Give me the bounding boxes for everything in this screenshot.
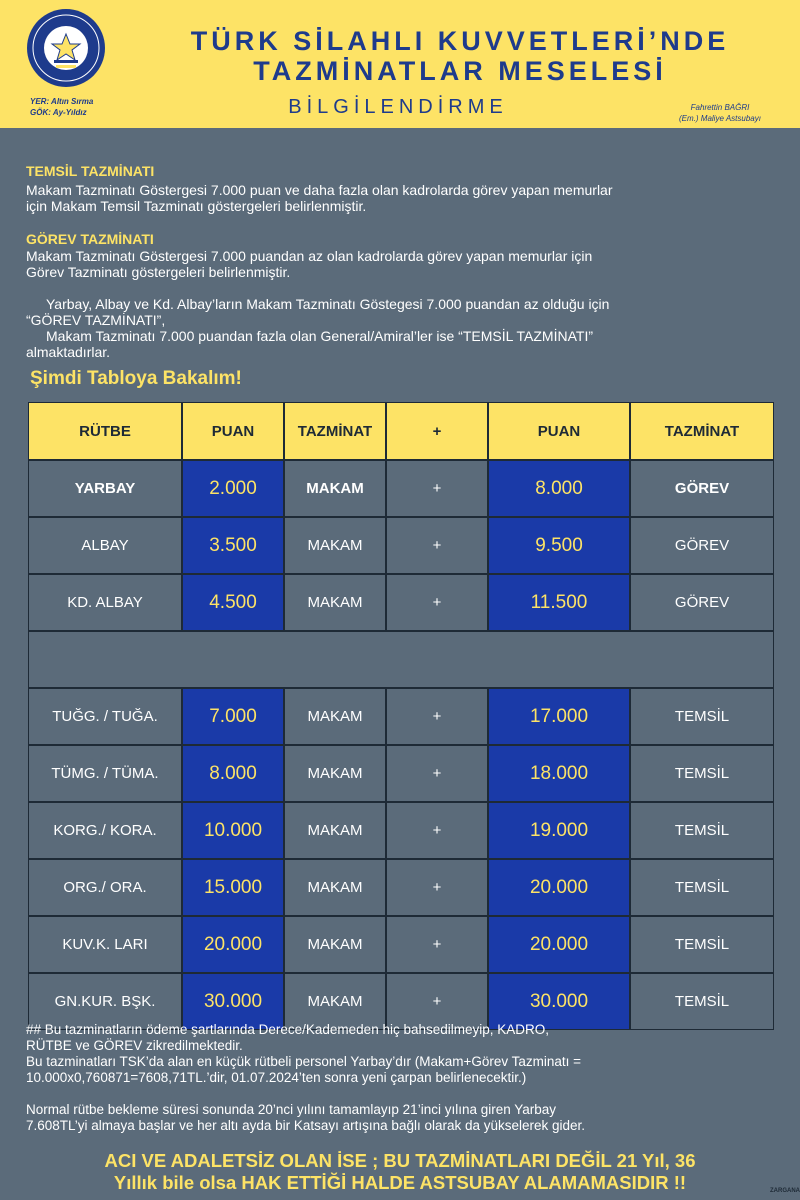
rank-cell: ORG./ ORA. [28,859,182,916]
puan-cell: 2.000 [182,460,284,517]
temsil-text [26,182,786,214]
plus-cell: + [386,802,488,859]
rank-cell: KORG./ KORA. [28,802,182,859]
temsil-text-line: için Makam Temsil Tazminatı göstergeleri belirlenmiştir. [26,198,367,214]
plus-cell: + [386,973,488,1030]
page-title-line2: TAZMİNATLAR MESELESİ [253,56,667,86]
note-line: 10.000x0,760871=7608,71TL.’dir, 01.07.2024’ten sonra yeni çarpan belirlenecektir.) [26,1070,527,1085]
puan2-cell: 17.000 [488,688,630,745]
notes-block [26,1022,786,1134]
gorev-text-line: Görev Tazminatı göstergeleri belirlenmiştir. [26,264,291,280]
header-cell: TAZMİNAT [284,402,386,460]
plus-cell: + [386,859,488,916]
gorev-heading: GÖREV TAZMİNATI [26,231,154,247]
note-line: Normal rütbe bekleme süresi sonunda 20’nci yılını tamamlayıp 21’inci yılına giren Yarbay [26,1102,557,1117]
tazminat-cell: MAKAM [284,745,386,802]
tazminat2-cell: GÖREV [630,517,774,574]
note-line: RÜTBE ve GÖREV zikredilmektedir. [26,1038,243,1053]
puan2-cell: 8.000 [488,460,630,517]
footer-statement [10,1150,790,1194]
header-cell: RÜTBE [28,402,182,460]
plus-cell: + [386,745,488,802]
puan-cell: 3.500 [182,517,284,574]
author-role: (Em.) Maliye Astsubayı [679,114,761,123]
plus-cell: + [386,517,488,574]
rank-cell: TUĞG. / TUĞA. [28,688,182,745]
footer-line: Yıllık bile olsa HAK ETTİĞİ HALDE ASTSUBAY ALAMAMASIDIR !! [113,1172,687,1193]
puan-cell: 30.000 [182,973,284,1030]
puan-cell: 7.000 [182,688,284,745]
author-caption [660,102,780,124]
gorev-text-line: Makam Tazminatı Göstergesi 7.000 puandan az olan kadrolarda görev yapan memurlar için [26,248,593,264]
tazminat2-cell: TEMSİL [630,973,774,1030]
puan2-cell: 11.500 [488,574,630,631]
rank-cell: ALBAY [28,517,182,574]
tazminat-cell: MAKAM [284,460,386,517]
yer-gok-caption [30,96,140,118]
explain-text-line: “GÖREV TAZMİNATI”, [26,312,166,328]
tazminat-cell: MAKAM [284,916,386,973]
tazminat-cell: MAKAM [284,802,386,859]
stamp-mark: ZARGANA [770,1188,800,1194]
note-line: Bu tazminatları TSK’da alan en küçük rütbeli personel Yarbay’dır (Makam+Görev Tazminatı = [26,1054,582,1069]
puan2-cell: 9.500 [488,517,630,574]
rank-cell: YARBAY [28,460,182,517]
puan2-cell: 30.000 [488,973,630,1030]
puan-cell: 20.000 [182,916,284,973]
puan-cell: 15.000 [182,859,284,916]
header-banner [0,0,800,128]
footer-line: ACI VE ADALETSİZ OLAN İSE ; BU TAZMİNATLARI DEĞİL 21 Yıl, 36 [104,1150,696,1171]
gorev-text [26,248,786,280]
temsil-text-line: Makam Tazminatı Göstergesi 7.000 puan ve daha fazla olan kadrolarda görev yapan memurlar [26,182,613,198]
rank-cell: TÜMG. / TÜMA. [28,745,182,802]
tazminat-cell: MAKAM [284,973,386,1030]
note-line: ## Bu tazminatların ödeme şartlarında Derece/Kademeden hiç bahsedilmeyip, KADRO, [26,1022,550,1037]
temsil-heading: TEMSİL TAZMİNATI [26,163,155,179]
tazminat2-cell: TEMSİL [630,916,774,973]
explain-text-line: Makam Tazminatı 7.000 puandan fazla olan General/Amiral’ler ise “TEMSİL TAZMİNATI” [46,328,593,344]
author-name: Fahrettin BAĞRI [690,103,750,112]
header-cell: PUAN [488,402,630,460]
plus-cell: + [386,916,488,973]
tazminat2-cell: GÖREV [630,574,774,631]
explain-text [26,296,786,360]
puan2-cell: 19.000 [488,802,630,859]
rank-cell: KUV.K. LARI [28,916,182,973]
tazminat-cell: MAKAM [284,859,386,916]
rank-cell: GN.KUR. BŞK. [28,973,182,1030]
puan-cell: 4.500 [182,574,284,631]
yer-line: YER: Altın Sırma [30,97,94,106]
explain-text-line: Yarbay, Albay ve Kd. Albay’ların Makam Tazminatı Göstegesi 7.000 puandan az olduğu için [46,296,610,312]
tazminat2-cell: TEMSİL [630,802,774,859]
tazminat-cell: MAKAM [284,688,386,745]
note-line: 7.608TL’yi almaya başlar ve her altı ayda bir Katsayı artışına bağlı olarak da yükselerek gider. [26,1118,586,1133]
tazminat-cell: MAKAM [284,517,386,574]
table-separator-row [28,631,774,688]
tazminat2-cell: TEMSİL [630,688,774,745]
plus-cell: + [386,460,488,517]
header-cell: + [386,402,488,460]
tazminat-cell: MAKAM [284,574,386,631]
plus-cell: + [386,574,488,631]
tazminat2-cell: GÖREV [630,460,774,517]
tazminat2-cell: TEMSİL [630,745,774,802]
puan2-cell: 20.000 [488,859,630,916]
puan2-cell: 18.000 [488,745,630,802]
page-subtitle: BİLGİLENDİRME [288,96,508,118]
plus-cell: + [386,688,488,745]
tazminat2-cell: TEMSİL [630,859,774,916]
rank-cell: KD. ALBAY [28,574,182,631]
explain-text-line: almaktadırlar. [26,344,111,360]
table-title: Şimdi Tabloya Bakalım! [30,368,242,389]
header-cell: PUAN [182,402,284,460]
header-cell: TAZMİNAT [630,402,774,460]
gok-line: GÖK: Ay-Yıldız [30,108,87,117]
puan-cell: 8.000 [182,745,284,802]
page-title-line1: TÜRK SİLAHLI KUVVETLERİ’NDE [190,26,730,56]
puan2-cell: 20.000 [488,916,630,973]
puan-cell: 10.000 [182,802,284,859]
astsubay-logo-icon [26,8,106,88]
